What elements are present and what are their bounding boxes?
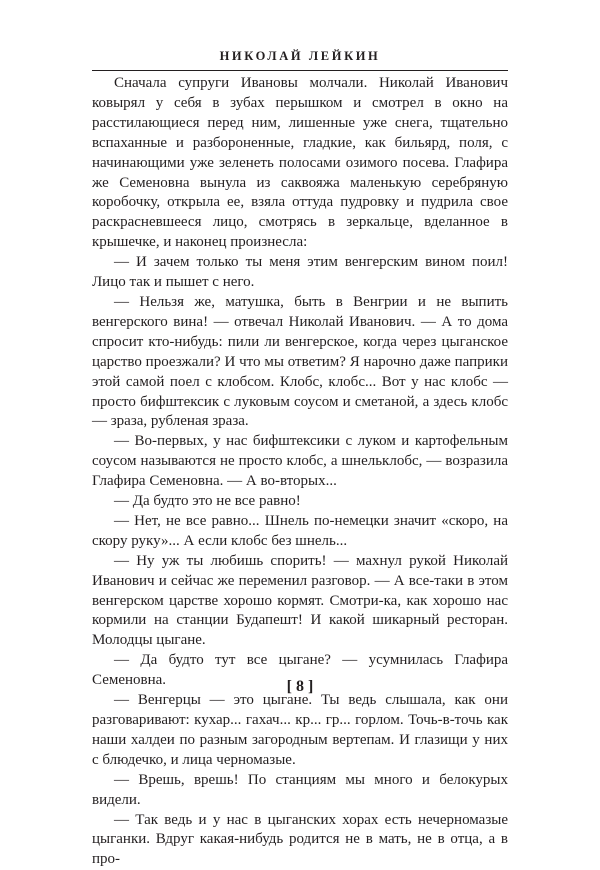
- paragraph: — Нельзя же, матушка, быть в Венгрии и не выпить венгерского вина! — отвечал Николай Иванович. — А то дома спросит кто-нибудь: пили ли венгерское, когда через цыганское царство проезжали? И что мы ответим? Я нарочно даже паприки этой самой поел с клобсом. Клобс, клобс... Вот у нас клобс — просто бифштексик с луковым соусом и сметаной, а здесь клобс — зраза, рубленая зраза.: [92, 293, 508, 430]
- paragraph: — Ну уж ты любишь спорить! — махнул рукой Николай Иванович и сейчас же переменил разговор. — А все-таки в этом венгерском царстве хорошо кормят. Смотри-ка, как хорошо нас кормили на станции Будапешт! И какой шикарный ресторан. Молодцы цыгане.: [92, 552, 508, 649]
- running-header: НИКОЛАЙ ЛЕЙКИН: [219, 49, 381, 63]
- paragraph: — Венгерцы — это цыгане. Ты ведь слышала, как они разговаривают: кухар... гахач... кр... гр... горлом. Точь-в-точь как наши халдеи по разным загородным вертепам. И глазищи у них с блюдечко, и лица черномазые.: [92, 692, 508, 768]
- paragraph: — Так ведь и у нас в цыганских хорах есть нечерномазые цыганки. Вдруг какая-нибудь родится не в мать, не в отца, а в про-: [92, 811, 508, 868]
- text-body: [92, 74, 508, 870]
- paragraph: — Да будто это не все равно!: [114, 493, 301, 510]
- paragraph: — Во-первых, у нас бифштексики с луком и картофельным соусом называются не просто клобс, а шнельклобс, — возразила Глафира Семеновна. — А во-вторых...: [92, 433, 508, 490]
- page-number: [ 8 ]: [286, 678, 314, 695]
- paragraph: — И зачем только ты меня этим венгерским вином поил! Лицо так и пышет с него.: [92, 254, 508, 291]
- paragraph: — Нет, не все равно... Шнель по-немецки значит «скоро, на скору руку»... А если клобс без шнель...: [92, 512, 508, 549]
- header-rule: [92, 70, 508, 71]
- paragraph: — Да будто тут все цыгане? — усумнилась Глафира Семеновна.: [92, 652, 508, 689]
- paragraph: — Врешь, врешь! По станциям мы много и белокурых видели.: [92, 771, 508, 808]
- paragraph: Сначала супруги Ивановы молчали. Николай Иванович ковырял у себя в зубах перышком и смотрел в окно на расстилающиеся перед ним, лишенные уже снега, тщательно вспаханные и разбороненные, гладкие, как бильярд, поля, с начинающими уже зеленеть полосами озимого посева. Глафира же Семеновна вынула из саквояжа маленькую серебряную коробочку, открыла ее, взяла оттуда пудровку и пудрила свое раскрасневшееся лицо, смотрясь в зеркальце, вделанное в крышечке, и наконец произнесла:: [92, 75, 508, 251]
